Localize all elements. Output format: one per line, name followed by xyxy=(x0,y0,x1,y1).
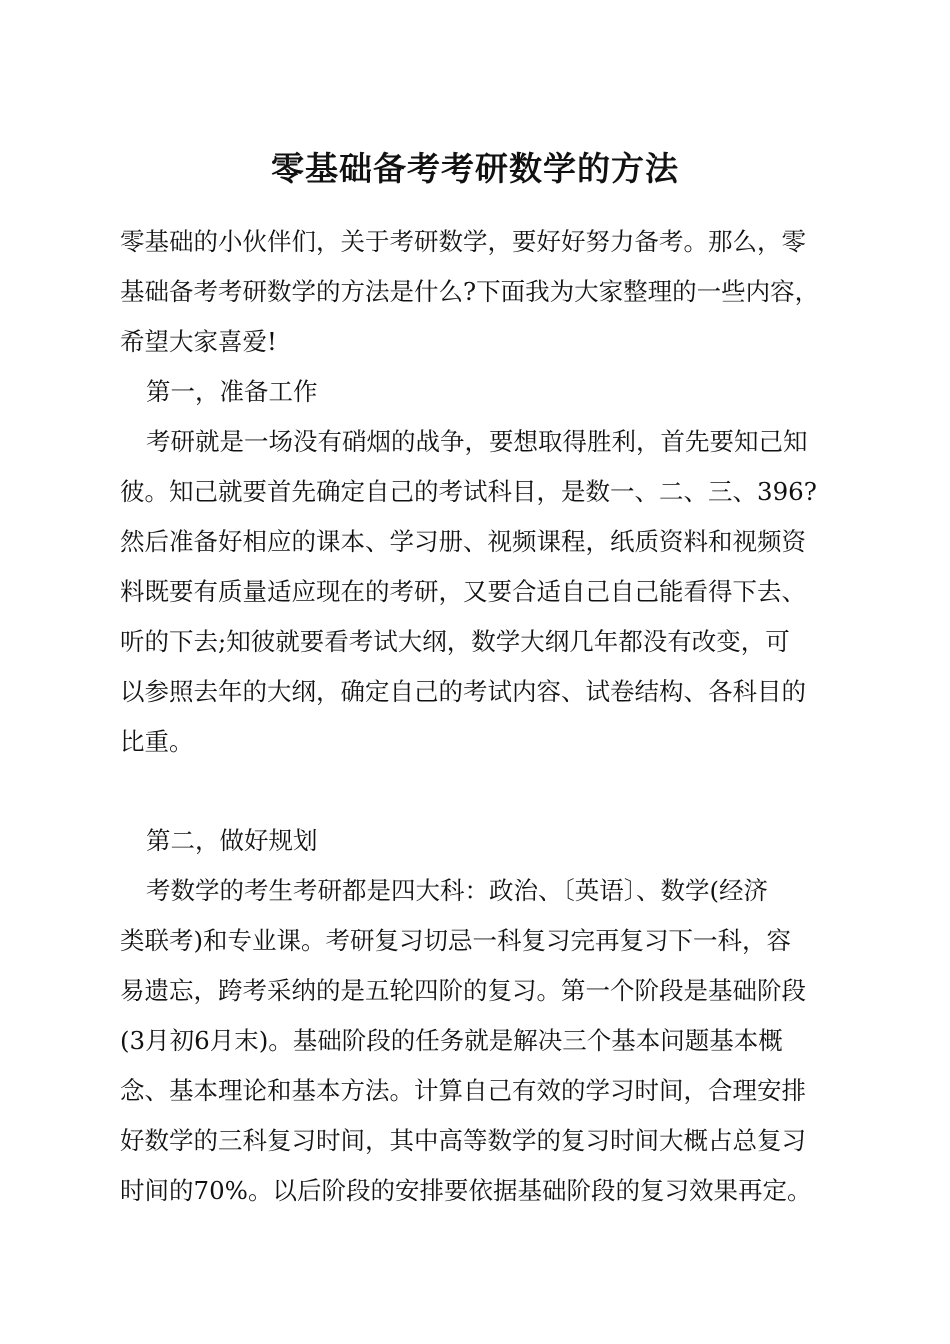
intro-line-2: 基础备考考研数学的方法是什么?下面我为大家整理的一些内容， xyxy=(120,277,820,306)
intro-line-3: 希望大家喜爱! xyxy=(120,327,277,356)
section1-line-7: 比重。 xyxy=(120,727,194,756)
section1-line-5: 听的下去;知彼就要看考试大纲，数学大纲几年都没有改变，可 xyxy=(120,627,790,656)
section1-line-4: 料既要有质量适应现在的考研，又要合适自己自己能看得下去、 xyxy=(120,577,806,606)
document-title: 零基础备考考研数学的方法 xyxy=(271,149,679,188)
section2-line-7: 时间的70%。以后阶段的安排要依据基础阶段的复习效果再定。 xyxy=(120,1176,812,1205)
section1-line-1: 考研就是一场没有硝烟的战争，要想取得胜利，首先要知己知 xyxy=(146,427,808,456)
section2-line-3: 易遗忘，跨考采纳的是五轮四阶的复习。第一个阶段是基础阶段 xyxy=(120,976,806,1005)
section1-heading: 第一，准备工作 xyxy=(146,377,318,406)
section2-line-1: 考数学的考生考研都是四大科：政治、〔英语〕、数学(经济 xyxy=(146,876,769,905)
section2-line-4: (3月初6月末)。基础阶段的任务就是解决三个基本问题基本概 xyxy=(120,1026,783,1055)
section1-line-6: 以参照去年的大纲，确定自己的考试内容、试卷结构、各科目的 xyxy=(120,677,806,706)
section2-line-5: 念、基本理论和基本方法。计算自己有效的学习时间，合理安排 xyxy=(120,1076,806,1105)
section1-line-3: 然后准备好相应的课本、学习册、视频课程，纸质资料和视频资 xyxy=(120,527,806,556)
section2-line-6: 好数学的三科复习时间，其中高等数学的复习时间大概占总复习 xyxy=(120,1126,806,1155)
section2-heading: 第二，做好规划 xyxy=(146,826,318,855)
section2-line-2: 类联考)和专业课。考研复习切忌一科复习完再复习下一科，容 xyxy=(120,926,792,955)
section1-line-2: 彼。知己就要首先确定自己的考试科目，是数一、二、三、396? xyxy=(120,477,817,506)
intro-line-1: 零基础的小伙伴们，关于考研数学，要好好努力备考。那么，零 xyxy=(120,227,806,256)
